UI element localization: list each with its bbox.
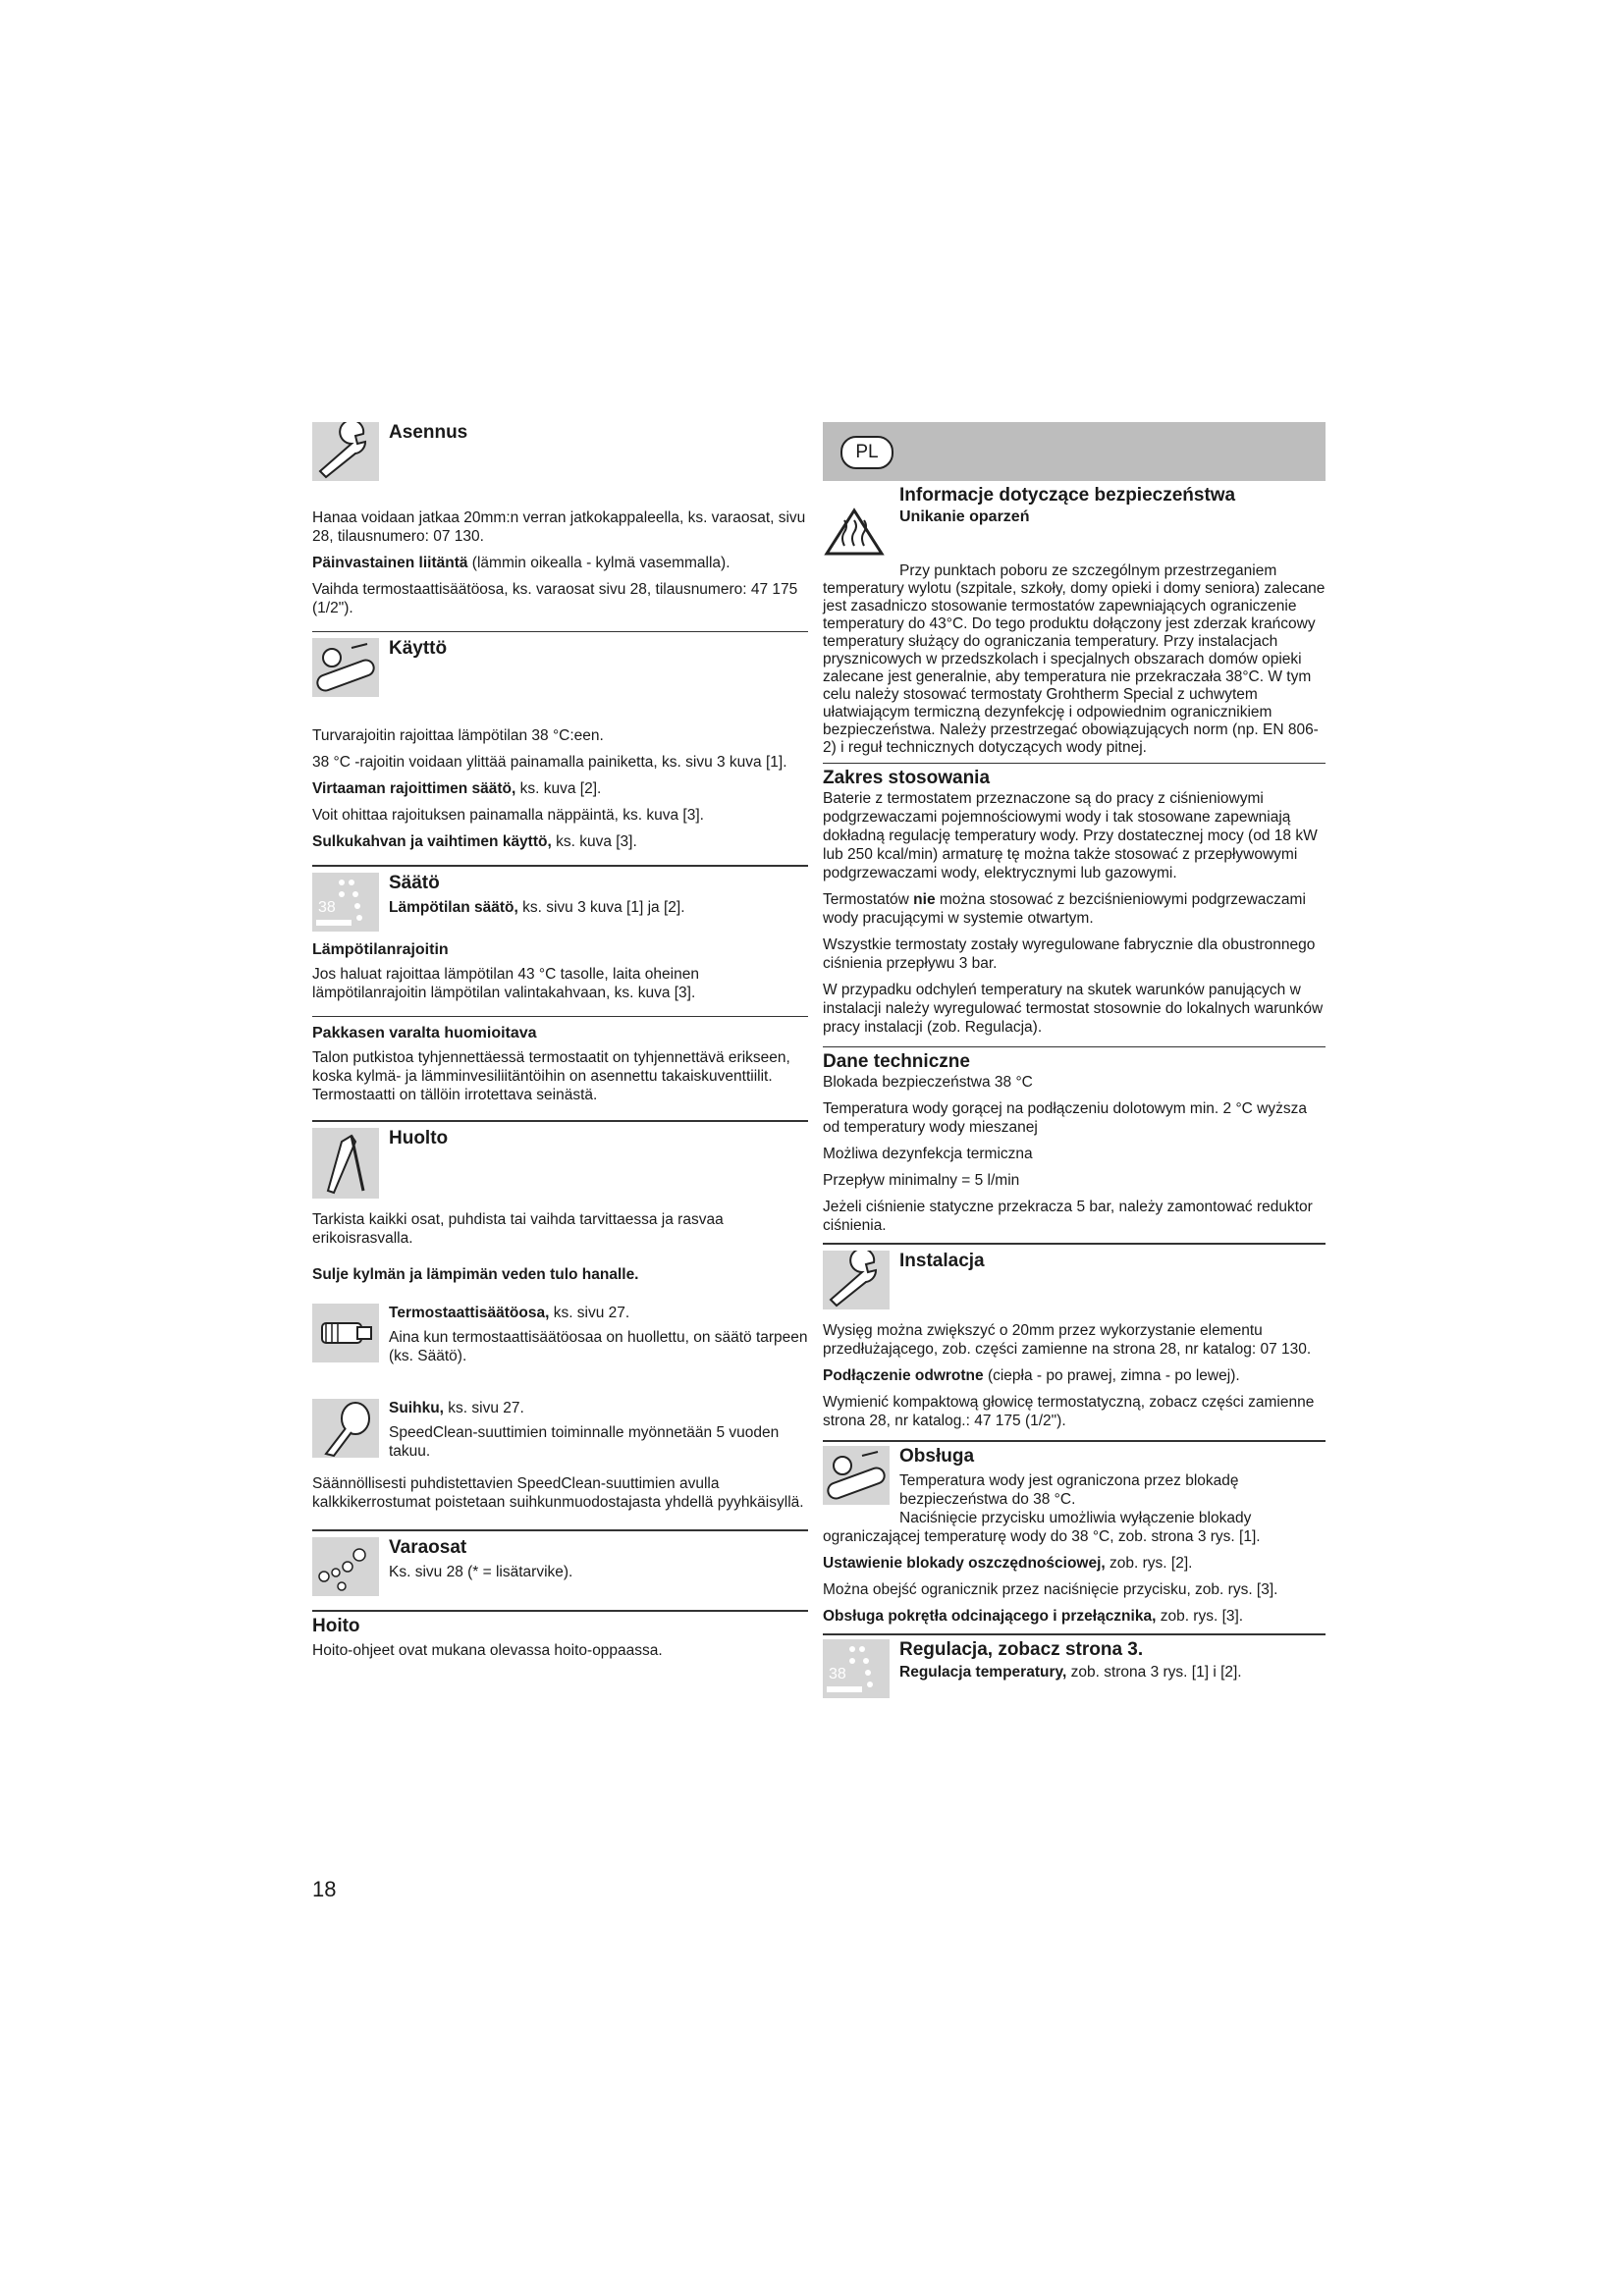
divider <box>823 1243 1326 1245</box>
saato-line: Lämpötilan säätö, ks. sivu 3 kuva [1] ja [2]. <box>389 899 685 916</box>
instalacja-text-3: Wymienić kompaktową głowicę termostatyczną, zobacz części zamienne strona 28, nr katalog.: 47 175 (1/2"). <box>823 1394 1315 1429</box>
divider <box>823 763 1326 764</box>
divider <box>312 1610 808 1612</box>
section-huolto <box>312 1128 808 1199</box>
divider <box>312 1529 808 1531</box>
section-title-obsluga: Obsługa <box>899 1446 975 1467</box>
polish-column <box>823 422 1326 1710</box>
section-obsluga <box>823 1446 1326 1509</box>
divider <box>823 1046 1326 1047</box>
section-title-huolto: Huolto <box>389 1128 449 1148</box>
zakres-text-1: Baterie z termostatem przeznaczone są do pracy z ciśnieniowymi podgrzewaczami pojemnościowymi wody i tak stosowane zapewniają dokładną regulację temperatury wody. Przy dostatecznej mocy (od 18 kW lub 250 kcal/min) armaturę tę można także stosować z przepływowymi podgrzewaczami wody, elektrycznymi lub gazowymi. <box>823 790 1318 881</box>
dane-text-3: Możliwa dezynfekcja termiczna <box>823 1146 1033 1162</box>
dane-text-1: Blokada bezpieczeństwa 38 °C <box>823 1074 1033 1091</box>
section-title-asennus: Asennus <box>389 422 468 443</box>
section-kaytto <box>312 638 808 697</box>
divider <box>312 631 808 632</box>
obsluga-text-2: Naciśnięcie przycisku umożliwia wyłączenie blokady ograniczającej temperaturę wody do 38 °C, zob. strona 3 rys. [1]. <box>823 1510 1261 1545</box>
saato-text-1: Jos haluat rajoittaa lämpötilan 43 °C tasolle, laita oheinen lämpötilanrajoitin lämpötilan valintakahvaan, ks. kuva [3]. <box>312 966 699 1001</box>
asennus-text-2: Päinvastainen liitäntä (lämmin oikealla - kylmä vasemmalla). <box>312 555 731 571</box>
dane-text-4: Przepływ minimalny = 5 l/min <box>823 1172 1020 1189</box>
obsluga-text-4: Można obejść ogranicznik przez naciśnięcie przycisku, zob. rys. [3]. <box>823 1581 1278 1598</box>
kaytto-text-5: Sulkukahvan ja vaihtimen käyttö, ks. kuva [3]. <box>312 833 637 850</box>
svg-text:38: 38 <box>318 899 336 916</box>
section-asennus <box>312 422 808 481</box>
faucet-handle-icon <box>312 638 379 697</box>
termo-text: Aina kun termostaattisäätöosaa on huollettu, on säätö tarpeen (ks. Säätö). <box>389 1329 808 1364</box>
informacje-subheading: Unikanie oparzeń <box>899 508 1030 525</box>
section-title-regulacja: Regulacja, zobacz strona 3. <box>899 1639 1144 1660</box>
divider <box>823 1633 1326 1635</box>
zakres-text-2: Termostatów nie można stosować z bezciśnieniowymi podgrzewaczami wody pracującymi w systemie otwartym. <box>823 891 1306 927</box>
section-title-informacje: Informacje dotyczące bezpieczeństwa <box>899 485 1236 506</box>
dane-text-5: Jeżeli ciśnienie statyczne przekracza 5 bar, należy zamontować reduktor ciśnienia. <box>823 1199 1313 1234</box>
kaytto-text-3: Virtaaman rajoittimen säätö, ks. kuva [2]. <box>312 780 602 797</box>
zakres-text-3: Wszystkie termostaty zostały wyregulowane fabrycznie dla obustronnego ciśnienia przepływu 3 bar. <box>823 936 1316 972</box>
obsluga-text-3: Ustawienie blokady oszczędnościowej, zob. rys. [2]. <box>823 1555 1193 1572</box>
section-title-varaosat: Varaosat <box>389 1537 467 1558</box>
divider <box>312 1016 808 1017</box>
dane-text-2: Temperatura wody gorącej na podłączeniu dolotowym min. 2 °C wyższa od temperatury wody mieszanej <box>823 1100 1307 1136</box>
instalacja-text-1: Wysięg można zwiększyć o 20mm przez wykorzystanie elementu przedłużającego, zob. części zamienne na strona 28, nr katalog: 07 130. <box>823 1322 1312 1358</box>
section-varaosat <box>312 1537 808 1596</box>
svg-text:38: 38 <box>829 1666 846 1682</box>
varaosat-text: Ks. sivu 28 (* = lisätarvike). <box>389 1564 573 1580</box>
section-title-zakres: Zakres stosowania <box>823 768 991 788</box>
obsluga-text-5: Obsługa pokrętła odcinającego i przełącznika, zob. rys. [3]. <box>823 1608 1244 1625</box>
pakkanen-text-1: Talon putkistoa tyhjennettäessä termostaatit on tyhjennettävä erikseen, koska kylmä- ja lämminvesiliitäntöihin on asennettu takaiskuventtiilit. Termostaatti on tällöin irrotettava seinästä. <box>312 1049 790 1103</box>
spare-parts-icon <box>312 1537 379 1596</box>
termo-line: Termostaattisäätöosa, ks. sivu 27. <box>389 1305 630 1321</box>
regulacja-line: Regulacja temperatury, zob. strona 3 rys. [1] i [2]. <box>899 1664 1242 1681</box>
suihku-text-2: Säännöllisesti puhdistettavien SpeedClean-suuttimien avulla kalkkikerrostumat poistetaan suihkunmuodostajasta yhdellä pyyhkäisyllä. <box>312 1475 804 1511</box>
divider <box>312 865 808 867</box>
wrench-icon <box>312 422 379 481</box>
section-title-kaytto: Käyttö <box>389 638 448 659</box>
shower-head-icon <box>312 1399 379 1458</box>
divider <box>312 1120 808 1122</box>
hot-surface-warning-icon <box>823 485 890 562</box>
suihku-text: SpeedClean-suuttimien toiminnalle myönnetään 5 vuoden takuu. <box>389 1424 780 1460</box>
faucet-handle-icon <box>823 1446 890 1505</box>
obsluga-text-1: Temperatura wody jest ograniczona przez blokadę bezpieczeństwa do 38 °C. <box>899 1472 1239 1508</box>
temperature-38-icon <box>823 1639 890 1698</box>
divider <box>823 1440 1326 1442</box>
suihku-line: Suihku, ks. sivu 27. <box>389 1400 524 1416</box>
section-title-instalacja: Instalacja <box>899 1251 985 1271</box>
kaytto-text-4: Voit ohittaa rajoituksen painamalla näppäintä, ks. kuva [3]. <box>312 807 704 824</box>
section-instalacja <box>823 1251 1326 1309</box>
hoito-text: Hoito-ohjeet ovat mukana olevassa hoito-oppaassa. <box>312 1642 663 1659</box>
kaytto-text-1: Turvarajoitin rajoittaa lämpötilan 38 °C:een. <box>312 727 604 744</box>
pakkanen-heading: Pakkasen varalta huomioitava <box>312 1025 537 1041</box>
language-banner <box>823 422 1326 481</box>
section-informacje <box>823 485 1326 562</box>
saato-subheading: Lämpötilanrajoitin <box>312 941 449 958</box>
asennus-text-1: Hanaa voidaan jatkaa 20mm:n verran jatkokappaleella, ks. varaosat, sivu 28, tilausnumero: 07 130. <box>312 509 806 545</box>
asennus-text-3: Vaihda termostaattisäätöosa, ks. varaosat sivu 28, tilausnumero: 47 175 (1/2"). <box>312 581 798 616</box>
section-termostaattisaatoosa <box>312 1304 808 1373</box>
section-title-dane: Dane techniczne <box>823 1051 970 1072</box>
temperature-38-icon <box>312 873 379 932</box>
section-saato <box>312 873 808 932</box>
kaytto-text-2: 38 °C -rajoitin voidaan ylittää painamalla painiketta, ks. sivu 3 kuva [1]. <box>312 754 787 771</box>
section-title-hoito: Hoito <box>312 1616 360 1636</box>
section-suihku <box>312 1399 808 1468</box>
huolto-text-1: Tarkista kaikki osat, puhdista tai vaihda tarvittaessa ja rasvaa erikoisrasvalla. <box>312 1211 724 1247</box>
instalacja-text-2: Podłączenie odwrotne (ciepła - po prawej, zimna - po lewej). <box>823 1367 1240 1384</box>
thermostat-cartridge-icon <box>312 1304 379 1362</box>
informacje-text: Przy punktach poboru ze szczególnym przestrzeganiem temperatury wylotu (szpitale, szkoły, domy opieki i domy seniora) zalecane jest zasadniczo stosowanie termostatów zapewniających ograniczenie temperatury do 43°C. Do tego produktu dołączony jest zderzak krańcowy temperatury służący do ograniczania temperatury. Przy instalacjach prysznicowych w przedszkolach i specjalnych obszarach domów opieki zalecane jest generalnie, aby temperatura nie przekraczała 38°C. W tym celu należy stosować termostaty Grohtherm Special z uchwytem ułatwiającym termiczną dezynfekcję i odpowiednim ogranicznikiem bezpieczeństwa. Należy przestrzegać obowiązujących norm (np. EN 806-2) i reguł technicznych dotyczących wody pitnej. <box>823 562 1326 756</box>
huolto-text-2: Sulje kylmän ja lämpimän veden tulo hanalle. <box>312 1266 639 1283</box>
zakres-text-4: W przypadku odchyleń temperatury na skutek warunków panujących w instalacji należy wyregulować termostat stosownie do lokalnych warunków pracy instalacji (zob. Regulacja). <box>823 982 1324 1036</box>
language-badge: PL <box>840 436 893 469</box>
wrench-icon <box>823 1251 890 1309</box>
allen-key-icon <box>312 1128 379 1199</box>
section-regulacja <box>823 1639 1326 1698</box>
page-number: 18 <box>312 1877 337 1901</box>
finnish-column <box>312 422 808 1668</box>
section-title-saato: Säätö <box>389 873 440 893</box>
